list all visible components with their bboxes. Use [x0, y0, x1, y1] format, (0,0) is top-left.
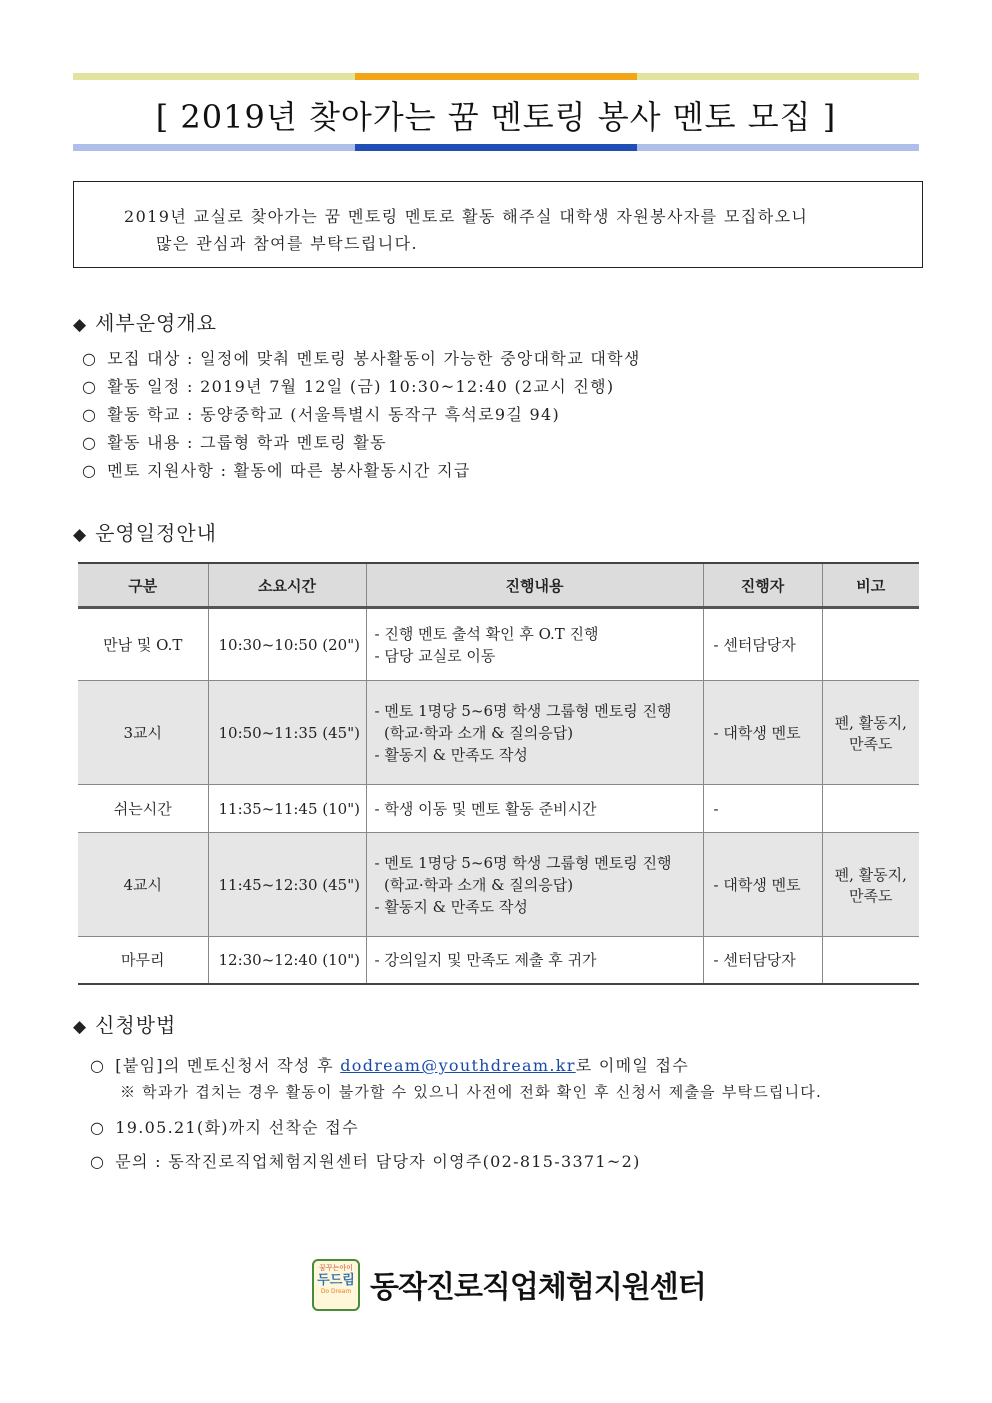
circle-bullet-icon: ○ — [82, 461, 98, 480]
title-top-bar — [73, 73, 919, 80]
cell-note: 펜, 활동지, 만족도 — [822, 833, 919, 937]
header-host: 진행자 — [703, 563, 822, 608]
cell-content: - 학생 이동 및 멘토 활동 준비시간 — [366, 785, 703, 833]
cell-section: 4교시 — [78, 833, 208, 937]
logo-main-text: 두드림 — [317, 1273, 355, 1288]
logo-top-text: 꿈꾸는아이 — [319, 1264, 353, 1272]
overview-item: ○ 활동 학교 : 동양중학교 (서울특별시 동작구 흑석로9길 94) — [82, 405, 561, 424]
cell-section: 3교시 — [78, 681, 208, 785]
cell-content: - 멘토 1명당 5~6명 학생 그룹형 멘토링 진행 (학교·학과 소개 & 질의응답) - 활동지 & 만족도 작성 — [366, 833, 703, 937]
cell-time: 11:45~12:30 (45") — [208, 833, 366, 937]
circle-bullet-icon: ○ — [90, 1152, 106, 1171]
intro-box — [73, 181, 923, 268]
cell-time: 12:30~12:40 (10") — [208, 937, 366, 984]
apply-heading: ◆ 신청방법 — [73, 1013, 177, 1037]
header-content: 진행내용 — [366, 563, 703, 608]
title-bottom-bar — [73, 144, 919, 151]
cell-host: - 대학생 멘토 — [703, 681, 822, 785]
cell-content: - 진행 멘토 출석 확인 후 O.T 진행 - 담당 교실로 이동 — [366, 608, 703, 681]
cell-host: - 대학생 멘토 — [703, 833, 822, 937]
overview-item: ○ 멘토 지원사항 : 활동에 따른 봉사활동시간 지급 — [82, 461, 471, 480]
header-note: 비고 — [822, 563, 919, 608]
table-row — [78, 785, 919, 833]
cell-section: 만남 및 O.T — [78, 608, 208, 681]
logo-sub-text: Do Dream — [320, 1288, 352, 1295]
overview-item: ○ 활동 내용 : 그룹형 학과 멘토링 활동 — [82, 433, 387, 452]
cell-time: 11:35~11:45 (10") — [208, 785, 366, 833]
circle-bullet-icon: ○ — [82, 377, 98, 396]
circle-bullet-icon: ○ — [82, 349, 98, 368]
cell-section: 마무리 — [78, 937, 208, 984]
schedule-table — [78, 562, 919, 985]
apply-note: ※ 학과가 겹치는 경우 활동이 불가할 수 있으니 사전에 전화 확인 후 신청서 제출을 부탁드립니다. — [120, 1083, 822, 1101]
apply-item: ○ 19.05.21(화)까지 선착순 접수 — [90, 1118, 359, 1137]
table-row — [78, 937, 919, 984]
circle-bullet-icon: ○ — [90, 1118, 106, 1137]
apply-item: ○ [붙임]의 멘토신청서 작성 후 dodream@youthdream.kr로 이메일 접수 — [90, 1056, 689, 1075]
cell-host: - 센터담당자 — [703, 608, 822, 681]
table-row — [78, 681, 919, 785]
overview-item: ○ 활동 일정 : 2019년 7월 12일 (금) 10:30~12:40 (2교시 진행) — [82, 377, 615, 396]
cell-time: 10:30~10:50 (20") — [208, 608, 366, 681]
cell-host: - 센터담당자 — [703, 937, 822, 984]
email-link[interactable]: dodream@youthdream.kr — [340, 1056, 576, 1075]
header-section: 구분 — [78, 563, 208, 608]
diamond-bullet-icon: ◆ — [73, 315, 88, 335]
cell-note — [822, 937, 919, 984]
page-title: [ 2019년 찾아가는 꿈 멘토링 봉사 멘토 모집 ] — [155, 98, 837, 136]
cell-note — [822, 785, 919, 833]
apply-item: ○ 문의 : 동작진로직업체험지원센터 담당자 이영주(02-815-3371~2) — [90, 1152, 641, 1171]
cell-content: - 강의일지 및 만족도 제출 후 귀가 — [366, 937, 703, 984]
cell-note: 펜, 활동지, 만족도 — [822, 681, 919, 785]
circle-bullet-icon: ○ — [82, 433, 98, 452]
overview-item: ○ 모집 대상 : 일정에 맞춰 멘토링 봉사활동이 가능한 중앙대학교 대학생 — [82, 349, 641, 368]
cell-section: 쉬는시간 — [78, 785, 208, 833]
intro-line-2: 많은 관심과 참여를 부탁드립니다. — [156, 234, 418, 253]
cell-note — [822, 608, 919, 681]
circle-bullet-icon: ○ — [90, 1056, 106, 1075]
header-time: 소요시간 — [208, 563, 366, 608]
cell-content: - 멘토 1명당 5~6명 학생 그룹형 멘토링 진행 (학교·학과 소개 & 질의응답) - 활동지 & 만족도 작성 — [366, 681, 703, 785]
diamond-bullet-icon: ◆ — [73, 1017, 88, 1037]
schedule-heading: ◆ 운영일정안내 — [73, 521, 217, 545]
cell-time: 10:50~11:35 (45") — [208, 681, 366, 785]
table-row — [78, 608, 919, 681]
intro-line-1: 2019년 교실로 찾아가는 꿈 멘토링 멘토로 활동 해주실 대학생 자원봉사자를 모집하오니 — [124, 207, 809, 226]
cell-host: - — [703, 785, 822, 833]
org-name: 동작진로직업체험지원센터 — [370, 1270, 706, 1305]
table-row — [78, 833, 919, 937]
table-header-row — [78, 563, 919, 608]
dodream-logo — [312, 1259, 360, 1311]
overview-heading: ◆ 세부운영개요 — [73, 311, 217, 335]
diamond-bullet-icon: ◆ — [73, 525, 88, 545]
circle-bullet-icon: ○ — [82, 405, 98, 424]
